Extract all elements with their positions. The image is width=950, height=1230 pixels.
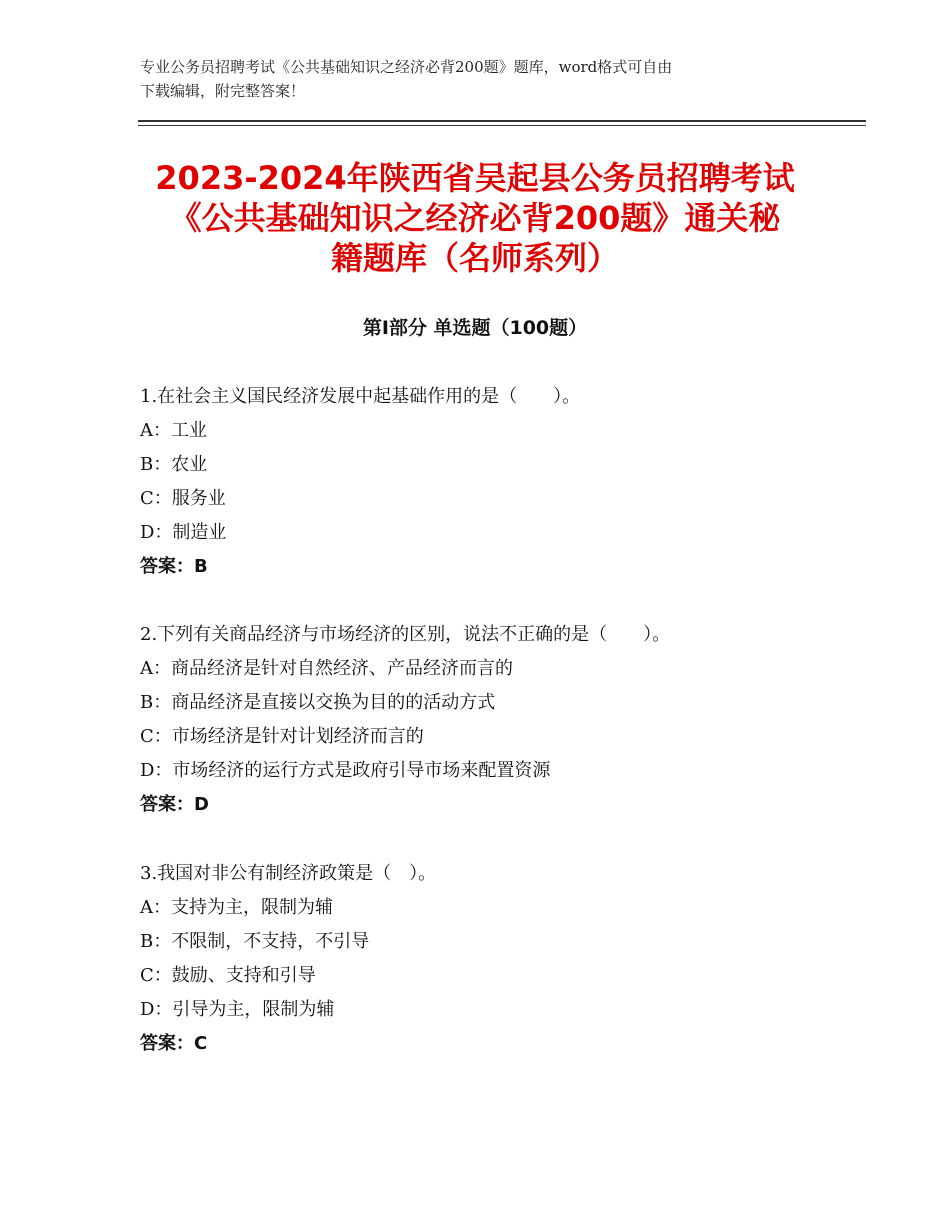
question-stem: 2.下列有关商品经济与市场经济的区别，说法不正确的是（ ）。 — [140, 624, 671, 645]
option-c: C：鼓励、支持和引导 — [140, 965, 316, 986]
option-d: D：引导为主，限制为辅 — [140, 999, 335, 1020]
answer-line: 答案：C — [140, 1033, 208, 1054]
document-title-line-1: 2023-2024年陕西省吴起县公务员招聘考试 — [155, 159, 795, 197]
option-d: D：市场经济的运行方式是政府引导市场来配置资源 — [140, 760, 551, 781]
option-a: A：支持为主，限制为辅 — [140, 897, 333, 918]
option-b: B：不限制，不支持，不引导 — [140, 931, 370, 952]
header-note-line-1: 专业公务员招聘考试《公共基础知识之经济必背200题》题库，word格式可自由 — [140, 58, 673, 76]
document-title — [120, 158, 830, 278]
question-stem: 3.我国对非公有制经济政策是（ ）。 — [140, 863, 437, 884]
section-title: 第Ⅰ部分 单选题（100题） — [362, 317, 588, 339]
document-title-line-2: 《公共基础知识之经济必背200题》通关秘 — [169, 199, 781, 237]
header-note — [140, 55, 820, 103]
option-b: B：商品经济是直接以交换为目的的活动方式 — [140, 692, 496, 713]
document-title-line-3: 籍题库（名师系列） — [330, 239, 619, 277]
header-note-line-2: 下载编辑，附完整答案！ — [140, 82, 306, 100]
option-c: C：服务业 — [140, 488, 226, 509]
question-1 — [140, 380, 860, 584]
question-stem: 1.在社会主义国民经济发展中起基础作用的是（ ）。 — [140, 386, 581, 407]
option-a: A：商品经济是针对自然经济、产品经济而言的 — [140, 658, 513, 679]
option-a: A：工业 — [140, 420, 207, 441]
question-3 — [140, 857, 860, 1061]
option-c: C：市场经济是针对计划经济而言的 — [140, 726, 424, 747]
answer-line: 答案：B — [140, 556, 208, 577]
answer-line: 答案：D — [140, 794, 209, 815]
option-b: B：农业 — [140, 454, 208, 475]
option-d: D：制造业 — [140, 522, 227, 543]
header-divider-thick — [138, 120, 866, 122]
header-divider-thin — [138, 125, 866, 126]
question-2 — [140, 618, 860, 822]
